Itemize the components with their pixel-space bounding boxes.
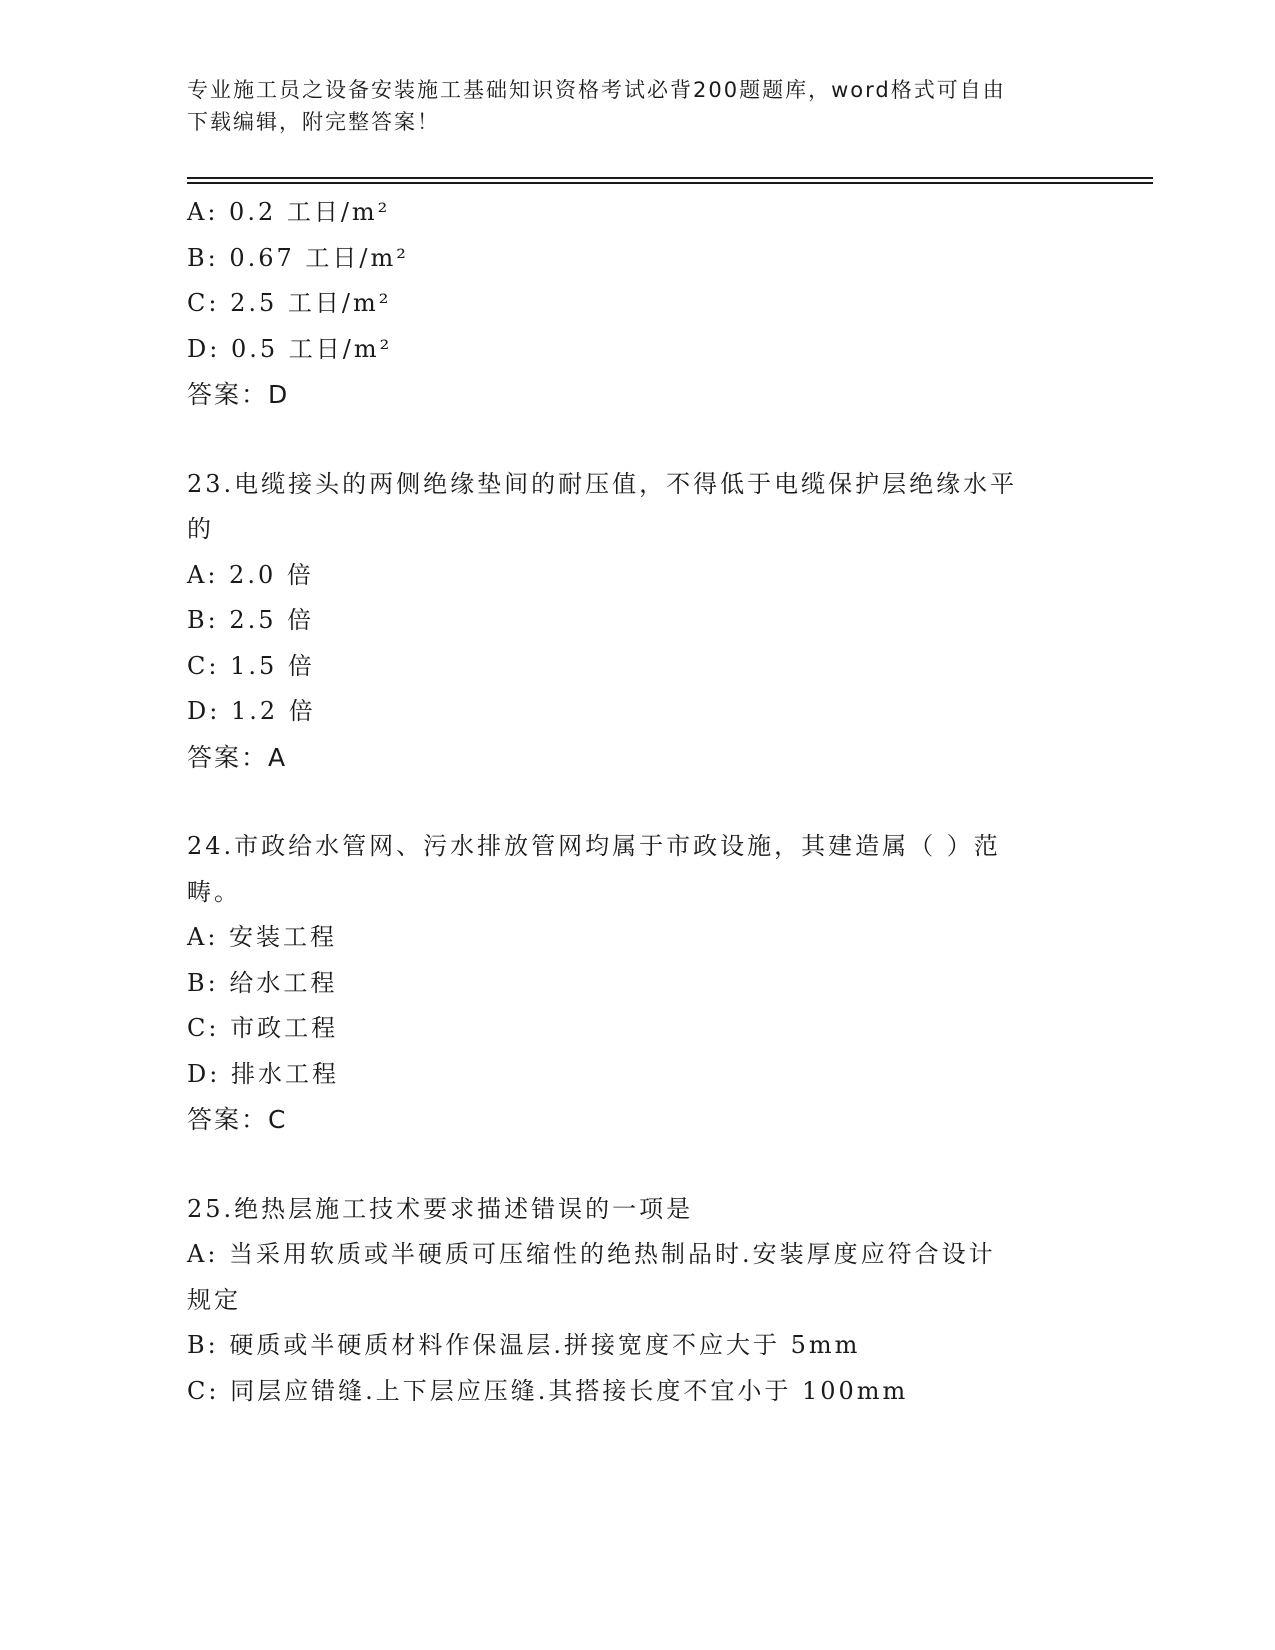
option-d: D: 0.5 工日/m²: [187, 334, 393, 363]
option-d: D: 排水工程: [187, 1059, 339, 1088]
document-header: [187, 74, 1087, 138]
option-a: A: 当采用软质或半硬质可压缩性的绝热制品时.安装厚度应符合设计: [187, 1240, 996, 1268]
question-stem: 25.绝热层施工技术要求描述错误的一项是: [187, 1194, 694, 1223]
option-a: A: 0.2 工日/m²: [187, 198, 391, 226]
option-a-cont: 规定: [187, 1285, 241, 1314]
spacer: [187, 418, 1087, 462]
option-a: A: 安装工程: [187, 923, 338, 951]
option-d: D: 1.2 倍: [187, 697, 316, 725]
question-stem: 23.电缆接头的两侧绝缘垫间的耐压值，不得低于电缆保护层绝缘水平: [187, 469, 1018, 498]
answer: 答案：D: [187, 380, 290, 409]
question-stem-cont: 畴。: [187, 877, 241, 906]
option-b: B: 硬质或半硬质材料作保温层.拼接宽度不应大于 5mm: [187, 1331, 861, 1359]
header-line-1: 专业施工员之设备安装施工基础知识资格考试必背200题题库，word格式可自由: [187, 78, 1006, 102]
header-rule-top: [187, 177, 1153, 179]
option-b: B: 0.67 工日/m²: [187, 243, 409, 272]
question-24: [187, 824, 1087, 1143]
option-c: C: 市政工程: [187, 1014, 339, 1042]
answer: 答案：C: [187, 1105, 288, 1134]
option-c: C: 同层应错缝.上下层应压缝.其搭接长度不宜小于 100mm: [187, 1376, 909, 1405]
question-25: [187, 1187, 1087, 1415]
header-rule-bottom: [187, 182, 1153, 184]
header-line-2: 下载编辑，附完整答案！: [187, 110, 440, 134]
question-content: [187, 190, 1087, 1414]
question-stem-cont: 的: [187, 515, 214, 543]
prev-question: [187, 190, 1087, 418]
option-c: C: 2.5 工日/m²: [187, 289, 392, 317]
option-b: B: 2.5 倍: [187, 606, 315, 634]
option-a: A: 2.0 倍: [187, 560, 314, 589]
option-c: C: 1.5 倍: [187, 651, 315, 680]
spacer: [187, 780, 1087, 824]
spacer: [187, 1143, 1087, 1187]
question-stem: 24.市政给水管网、污水排放管网均属于市政设施，其建造属（ ）范: [187, 832, 1001, 860]
option-b: B: 给水工程: [187, 968, 338, 997]
question-23: [187, 462, 1087, 781]
answer: 答案：A: [187, 742, 288, 772]
